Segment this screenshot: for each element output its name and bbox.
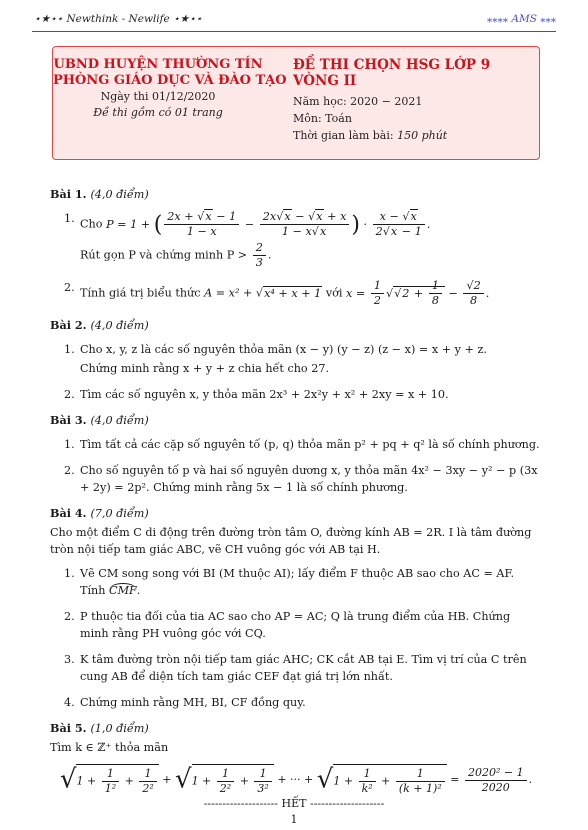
problem-4-heading: Bài 4. (7,0 điểm)	[50, 506, 149, 520]
problem-2-item-2: 2. Tìm các số nguyên x, y thỏa mãn 2x³ + 2x²y + x² + 2xy = x + 10.	[64, 388, 449, 401]
formula-x: x = $\frac{1}{2}$ √√2 + $\frac{1}{8}$ − $\frac{√2}{8}$ .	[346, 279, 490, 307]
problem-5-intro: Tìm k ∈ ℤ⁺ thỏa mãn	[50, 741, 169, 754]
subject: Môn: Toán	[293, 112, 352, 125]
problem-3-item-2: 2. Cho số nguyên tố p và hai số nguyên dương x, y thỏa mãn 4x² − 3xy − y² − p (3x + 2y) = 2p². Chứng minh rằng 5x − 1 là số chính phương.	[64, 464, 538, 494]
header-left: ⋆★⋆⋆ Newthink - Newlife ⋆★⋆⋆	[34, 13, 203, 25]
duration-value: 150 phút	[397, 129, 448, 142]
title-box-right	[293, 57, 533, 144]
problem-4-intro: Cho một điểm C di động trên đường tròn tâm O, đường kính AB = 2R. I là tâm đường tròn nội tiếp tam giác ABC, vẽ CH vuông góc với AB tại H.	[50, 526, 532, 556]
exam-date: Ngày thi 01/12/2020	[100, 90, 216, 103]
problem-3-item-1: 1. Tìm tất cả các cặp số nguyên tố (p, q) thỏa mãn p² + pq + q² là số chính phương.	[64, 438, 540, 451]
title-box	[52, 46, 540, 160]
title-box-left	[53, 57, 287, 121]
header-rule	[32, 31, 556, 32]
duration-label: Thời gian làm bài:	[293, 129, 398, 142]
school-year: Năm học: 2020 − 2021	[293, 95, 423, 108]
problem-4-item-1: 1. Vẽ CM song song với BI (M thuộc AI); lấy điểm F thuộc AB sao cho AC = AF. Tính CMF.	[64, 567, 515, 597]
formula-a: A = x² + √x⁴ + x + 1	[204, 286, 322, 300]
problem-1-heading: Bài 1. (4,0 điểm)	[50, 187, 149, 201]
page-number: 1	[290, 813, 298, 826]
angle-cmf: CMF	[109, 584, 137, 597]
duration	[293, 127, 533, 144]
problem-4-item-3: 3. K tâm đường tròn nội tiếp tam giác AHC; CK cắt AB tại E. Tìm vị trí của C trên cung AB để diện tích tam giác CEF đạt giá trị lớn nhất.	[64, 653, 527, 683]
problem-5-heading: Bài 5. (1,0 điểm)	[50, 721, 149, 735]
formula-p: P = 1 + ( $\frac{2x + √x - 1}{1 - x}$ − $\frac{2x√x - √x + x}{1 - x√x}$ ) · $\frac{x - √x}{2√x - 1}$ .	[106, 210, 431, 238]
problem-5-equation: √1 + $\frac{1}{\text{1²}}$ + $\frac{1}{\text{2²}}$ + √1 + $\frac{1}{\text{2²}}$ + $\frac{1}{\text{3²}}$ + ··· + √1 + $\frac{1}{\text{k²}}$ + $\frac{1}{\text{(k + 1)²}}$ = $\frac{\text{2020² − 1}}{2020}$ .	[59, 764, 533, 795]
end-mark: -------------------- HẾT --------------------	[203, 797, 385, 810]
problem-4-item-4: 4. Chứng minh rằng MH, BI, CF đồng quy.	[64, 696, 306, 709]
problem-4-item-2: 2. P thuộc tia đối của tia AC sao cho AP = AC; Q là trung điểm của HB. Chứng minh rằng PH vuông góc với CQ.	[64, 610, 511, 640]
header-right: ⁎⁎⁎⁎ AMS ⁎⁎⁎	[487, 13, 556, 25]
org-line-1: UBND HUYỆN THƯỜNG TÍN	[53, 57, 263, 72]
page-note: Đề thi gồm có 01 trang	[93, 106, 223, 119]
org-line-2: PHÒNG GIÁO DỤC VÀ ĐÀO TẠO	[53, 73, 287, 88]
exam-content	[50, 180, 542, 800]
problem-3-heading: Bài 3. (4,0 điểm)	[50, 413, 149, 427]
problem-1-item-1: 1. Cho P = 1 + ( $\frac{2x + √x - 1}{1 - x}$ − $\frac{2x√x - √x + x}{1 - x√x}$ ) · $\frac{x - √x}{2√x - 1}$ . Rút gọn P và chứng minh P > $\frac{2}{3}$ .	[64, 210, 431, 269]
problem-2-heading: Bài 2. (4,0 điểm)	[50, 318, 149, 332]
exam-title: ĐỀ THI CHỌN HSG LỚP 9 VÒNG II	[293, 57, 491, 89]
problem-1-item-2: 2. Tính giá trị biểu thức A = x² + √x⁴ + x + 1 với x = $\frac{1}{2}$ √√2 + $\frac{1}{8}$ − $\frac{√2}{8}$ .	[64, 279, 490, 307]
problem-2-item-1: 1. Cho x, y, z là các số nguyên thỏa mãn (x − y) (y − z) (z − x) = x + y + z. Chứng minh rằng x + y + z chia hết cho 27.	[64, 343, 487, 375]
